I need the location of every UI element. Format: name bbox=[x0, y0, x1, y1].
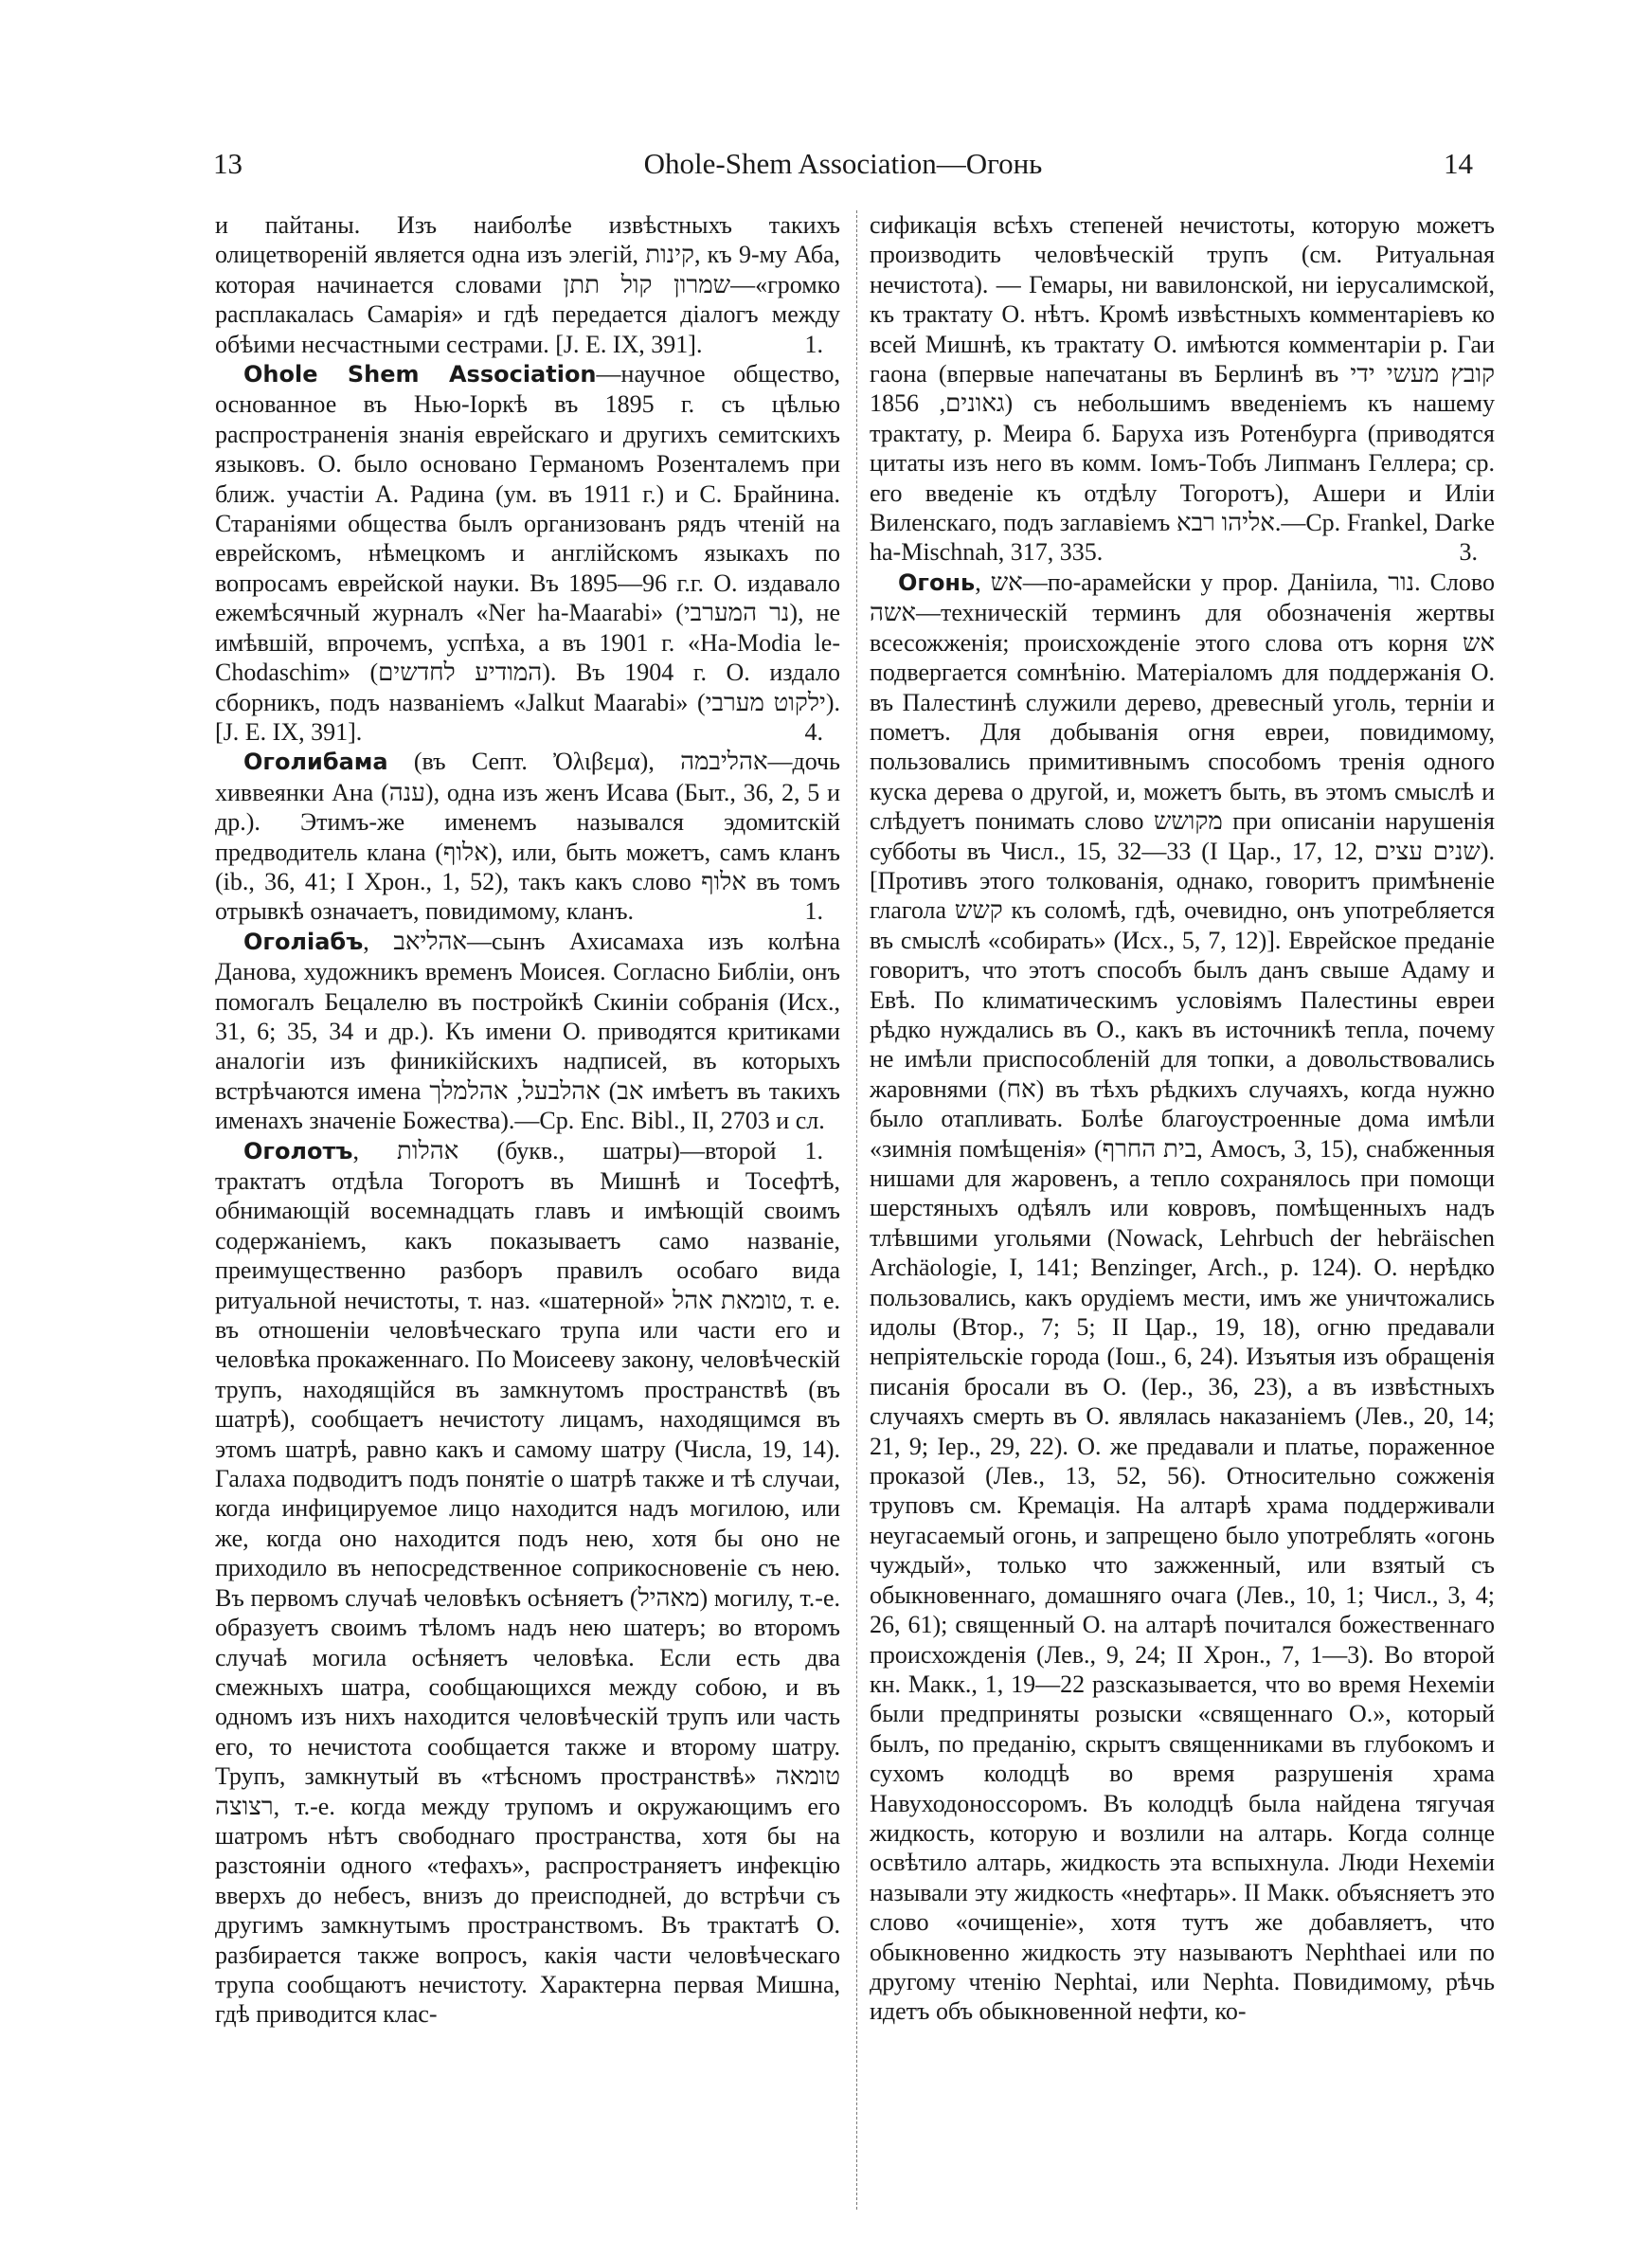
author-signature: 1. bbox=[804, 330, 823, 358]
article-text: , אהליאב—сынъ Ахисамаха изъ колѣна Данова, художникъ временъ Моисея. Согласно Библіи, онъ помогалъ Бецалелю въ постройкѣ Скиніи собранія (Исх., 31, 6; 35, 34 и др.). Къ имени О. приводятся критиками аналогіи изъ финикійскихъ надписей, въ которыхъ встрѣчаются имена אהלבעל, אהלמלך (אב имѣетъ въ такихъ именахъ значеніе Божества).—Ср. Enc. Bibl., II, 2703 и сл. bbox=[215, 927, 840, 1135]
article-ogon bbox=[870, 568, 1495, 2027]
page-header bbox=[213, 147, 1473, 190]
headword: Оголотъ bbox=[243, 1137, 353, 1165]
headword: Ohole Shem Association bbox=[243, 361, 597, 388]
headword: Оголіабъ bbox=[243, 928, 364, 955]
column-divider bbox=[856, 210, 857, 2210]
article-ogolot bbox=[215, 1136, 840, 2030]
article-ogolibama bbox=[215, 747, 840, 926]
author-signature: 3. bbox=[1459, 538, 1478, 567]
article-text: (въ Септ. Ὀλιβεμα), אהליבמה—дочь хиввеянки Ана (ענה), одна изъ женъ Исава (Быт., 36, 2, 5 и др.). Этимъ-же именемъ назывался эдомитскій предводитель клана (אלוף), или, быть можетъ, самъ кланъ (ib., 36, 41; I Хрон., 1, 52), такъ какъ слово אלוף въ томъ отрывкѣ означаетъ, повидимому, кланъ. bbox=[215, 748, 840, 926]
continuation-text: сификація всѣхъ степеней нечистоты, которую можетъ производить человѣческій трупъ (см. Ритуальная нечистота). — Гемары, ни вавилонской, ни іерусалимской, къ трактату О. нѣтъ. Кромѣ извѣстныхъ комментаріевъ ко всей Мишнѣ, къ трактату О. имѣются комментаріи р. Гаи гаона (впервые напечатаны въ Берлинѣ въ קובץ מעשי ידי גאונים, 1856) съ небольшимъ введеніемъ къ нашему трактату, р. Меира б. Баруха изъ Ротенбурга (приводятся цитаты изъ него въ комм. Іомъ-Тобъ Липманъ Геллера; ср. его введеніе къ отдѣлу Тогоротъ), Ашери и Иліи Виленскаго, подъ заглавіемъ אליהו רבא.—Ср. Frankel, Darke ha-Mischnah, 317, 335. bbox=[870, 211, 1495, 567]
headword: Оголибама bbox=[243, 749, 388, 776]
article-continuation bbox=[215, 210, 840, 359]
headword: Огонь bbox=[898, 569, 976, 596]
continuation-text: и пайтаны. Изъ наиболѣе извѣстныхъ такихъ олицетвореній является одна изъ элегій, קינות, къ 9-му Аба, которая начинается словами שמרון קול תתן—«громко расплакалась Самарія» и гдѣ передается діалогъ между обѣими несчастными сестрами. [J. E. IX, 391]. bbox=[215, 211, 840, 358]
right-column bbox=[870, 210, 1495, 2210]
page-number-right: 14 bbox=[1444, 147, 1473, 180]
author-signature: 1. bbox=[804, 1136, 823, 1165]
article-ogolot-continuation bbox=[870, 210, 1495, 568]
left-column bbox=[215, 210, 840, 2210]
author-signature: 1. bbox=[804, 897, 823, 926]
article-text: —научное общество, основанное въ Нью-Іоркѣ въ 1895 г. съ цѣлью распространенія знанія еврейскаго и другихъ семитскихъ языковъ. О. было основано Германомъ Розенталемъ при ближ. участіи А. Радина (ум. въ 1911 г.) и С. Брайнина. Стараніями общества былъ организованъ рядъ чтеній на еврейскомъ, нѣмецкомъ и англійскомъ языкахъ по вопросамъ еврейской науки. Въ 1895—96 г.г. О. издавало ежемѣсячный журналъ «Ner ha-Maarabi» (נר המערבי), не имѣвшій, впрочемъ, успѣха, а въ 1901 г. «Ha-Modia le-Chodaschim» (המודיע לחדשים). Въ 1904 г. О. издало сборникъ, подъ названіемъ «Jalkut Maarabi» (ילקוט מערבי). [J. E. IX, 391]. bbox=[215, 360, 840, 746]
article-text: , אש—по-арамейски у прор. Даніила, נור. Слово אשה—техническій терминъ для обозначенія жертвы всесожженія; происхожденіе этого слова отъ корня אש подвергается сомнѣнію. Матеріаломъ для поддержанія О. въ Палестинѣ служили дерево, древесный уголь, терніи и пометъ. Для добыванія огня евреи, повидимому, пользовались примитивнымъ способомъ тренія одного куска дерева о другой, и, можетъ быть, въ этомъ смыслѣ и слѣдуетъ понимать слово מקושש при описаніи нарушенія субботы въ Числ., 15, 32—33 (I Цар., 17, 12, שנים עצים). [Противъ этого толкованія, однако, говоритъ примѣненіе глагола קשש къ соломѣ, гдѣ, очевидно, онъ употребляется въ смыслѣ «собирать» (Исх., 5, 7, 12)]. Еврейское преданіе говоритъ, что этотъ способъ былъ данъ свыше Адаму и Евѣ. По климатическимъ условіямъ Палестины евреи рѣдко нуждались въ О., какъ въ источникѣ тепла, почему не имѣли приспособленій для топки, а довольствовались жаровнями (אח) въ тѣхъ рѣдкихъ случаяхъ, когда нужно было отапливать. Болѣе благоустроенные дома имѣли «зимнія помѣщенія» (בית החרף, Амосъ, 3, 15), снабженныя нишами для жаровенъ, а тепло сохранялось при помощи шерстяныхъ одѣялъ или ковровъ, помѣщенныхъ надъ тлѣвшими угольями (Nowack, Lehrbuch der hebräischen Archäologie, I, 141; Benzinger, Arch., p. 124). О. нерѣдко пользовались, какъ орудіемъ мести, имъ же уничтожались идолы (Втор., 7; 5; II Цар., 19, 18), огню предавали непріятельскіе города (Іош., 6, 24). Изъятыя изъ обращенія писанія бросали въ О. (Іер., 36, 23), а въ извѣстныхъ случаяхъ смерть въ О. являлась наказаніемъ (Лев., 20, 14; 21, 9; Іер., 29, 22). О. же предавали и платье, пораженное проказой (Лев., 13, 52, 56). Относительно сожженія труповъ см. Кремація. На алтарѣ храма поддерживали неугасаемый огонь, и запрещено было употреблять «огонь чуждый», только что зажженный, или взятый съ обыкновеннаго, домашняго очага (Лев., 10, 1; Числ., 3, 4; 26, 61); священный О. на алтарѣ почитался божественнаго происхожденія (Лев., 9, 24; II Хрон., 7, 1—3). Во второй кн. Макк., 1, 19—22 разсказывается, что во время Нехеміи были предприняты розыски «священнаго О.», который былъ, по преданію, скрытъ священниками въ глубокомъ и сухомъ колодцѣ во время разрушенія храма Навуходоноссоромъ. Въ колодцѣ была найдена тягучая жидкость, которую и возлили на алтарь. Когда солнце освѣтило алтарь, жидкость эта вспыхнула. Люди Нехеміи называли эту жидкость «нефтарь». II Макк. объясняетъ это слово «очищеніе», хотя тутъ же добавляетъ, что обыкновенно жидкость эту называютъ Nephthaei или по другому чтенію Nephtai, или Nephta. Повидимому, рѣчь идетъ объ обыкновенной нефти, ко- bbox=[870, 568, 1495, 2026]
running-title: Ohole-Shem Association—Огонь bbox=[643, 147, 1043, 180]
article-ohole-shem bbox=[215, 359, 840, 747]
author-signature: 4. bbox=[804, 717, 823, 746]
article-text: , אהלות (букв., шатры)—второй трактатъ отдѣла Тогоротъ въ Мишнѣ и Тосефтѣ, обнимающій восемнадцать главъ и имѣющій своимъ содержаніемъ, какъ показываетъ само названіе, преимущественно разборъ правилъ особаго вида ритуальной нечистоты, т. наз. «шатерной» טומאת אהל, т. е. въ отношеніи человѣческаго трупа или части его и человѣка прокаженнаго. По Моисееву закону, человѣческій трупъ, находящійся въ замкнутомъ пространствѣ (въ шатрѣ), сообщаетъ нечистоту лицамъ, находящимся въ этомъ шатрѣ, равно какъ и самому шатру (Числа, 19, 14). Галаха подводитъ подъ понятіе о шатрѣ также и тѣ случаи, когда инфицируемое лицо находится надъ могилою, или же, когда оно находится подъ нею, хотя бы оно не приходило въ непосредственное соприкосновеніе съ нею. Въ первомъ случаѣ человѣкъ осѣняетъ (מאהיל) могилу, т.-е. образуетъ своимъ тѣломъ надъ нею шатеръ; во второмъ случаѣ могила осѣняетъ человѣка. Если есть два смежныхъ шатра, сообщающихся между собою, и въ одномъ изъ нихъ находится человѣческій трупъ или часть его, то нечистота сообщается также и второму шатру. Трупъ, замкнутый въ «тѣсномъ пространствѣ» טומאה רצוצה, т.-е. когда между трупомъ и окружающимъ его шатромъ нѣтъ свободнаго пространства, хотя бы на разстояніи одного «тефахъ», распространяетъ инфекцію вверхъ до небесъ, внизъ до преисподней, до встрѣчи съ другимъ замкнутымъ пространствомъ. Въ трактатѣ О. разбирается также вопросъ, какія части человѣческаго трупа сообщаютъ нечистоту. Характерна первая Мишна, гдѣ приводится клас- bbox=[215, 1136, 840, 2029]
page-number-left: 13 bbox=[213, 147, 242, 180]
